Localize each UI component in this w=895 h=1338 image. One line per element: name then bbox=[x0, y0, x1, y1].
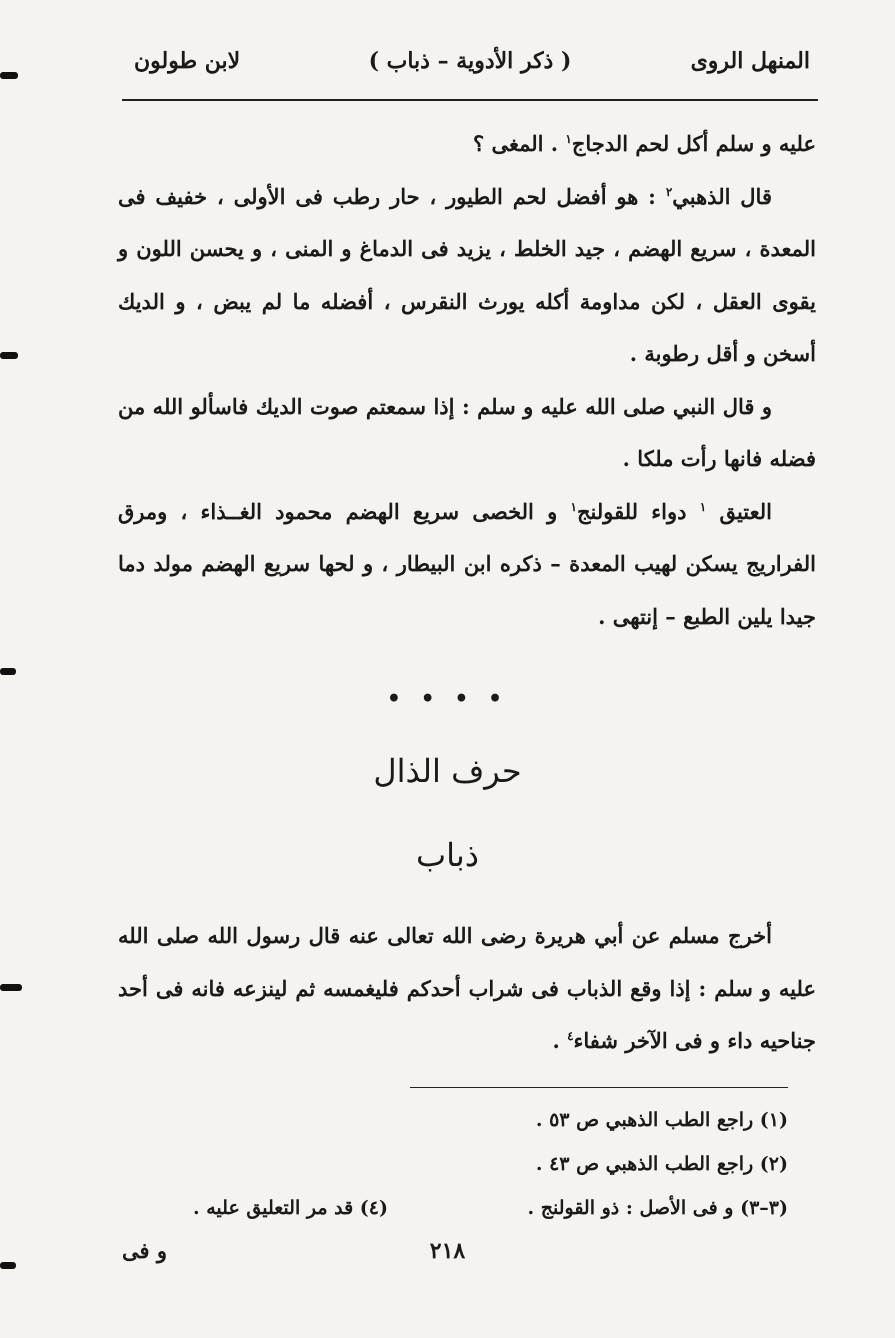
paragraph-1: عليه و سلم أكل لحم الدجاج$^١$ . المغى ؟ bbox=[472, 131, 816, 156]
body-text bbox=[118, 118, 816, 643]
footnote-4: (٤) قد مر التعليق عليه . bbox=[193, 1197, 388, 1219]
catchword: و فى bbox=[122, 1238, 167, 1263]
scan-margin-mark bbox=[0, 668, 16, 675]
footnote-line bbox=[120, 1098, 788, 1142]
footnote-line bbox=[120, 1186, 788, 1230]
page-number: ٢١٨ bbox=[429, 1238, 466, 1264]
section-title: حرف الذال bbox=[373, 752, 522, 790]
scan-margin-mark bbox=[0, 72, 18, 79]
paragraph-4: العتيق $^١$ دواء للقولنج$^١$ و الخصى سريع الهضم محمود الغــذاء ، ومرق الفراريج يسكن لهيب المعدة – ذكره ابن البيطار ، و لحها سريع الهضم مولد دما جيدا يلين الطبع – إنتهى . bbox=[118, 498, 816, 629]
footnote-ref: ١ bbox=[699, 499, 707, 514]
entry-title: ذباب bbox=[415, 836, 480, 874]
paragraph-2: قال الذهبي$^٢$ : هو أفضل لحم الطيور ، حار رطب فى الأولى ، خفيف فى المعدة ، سريع الهضم ، جيد الخلط ، يزيد فى الدماغ و المنى ، و يحسن اللون و يقوى العقل ، لكن مداومة أكله يورث النقرس ، أفضله ما لم يبض ، و الديك أسخن و أقل رطوبة . bbox=[118, 183, 816, 366]
scan-margin-mark bbox=[0, 984, 22, 991]
footnote-line bbox=[120, 1142, 788, 1186]
scan-margin-mark bbox=[0, 352, 18, 359]
entry-body bbox=[118, 910, 816, 1068]
footnote-1: (١) راجع الطب الذهبي ص ٥٣ . bbox=[535, 1109, 788, 1131]
footnote-ref: ١ bbox=[565, 132, 572, 146]
header-author: لابن طولون bbox=[134, 48, 241, 74]
footnote-rule bbox=[410, 1087, 788, 1088]
running-header bbox=[122, 40, 818, 96]
footnote-ref: ١ bbox=[570, 499, 577, 514]
footnotes bbox=[120, 1098, 788, 1230]
header-rule bbox=[122, 99, 818, 101]
footnote-ref: ٢ bbox=[665, 184, 673, 199]
entry-paragraph: أخرج مسلم عن أبي هريرة رضى الله تعالى عنه قال رسول الله صلى الله عليه و سلم : إذا وقع الذباب فى شراب أحدكم فليغمسه ثم لينزعه فانه فى أحد جناحيه داء و فى الآخر شفاء$^٤$ . bbox=[118, 923, 816, 1053]
footnote-3: (٣–٣) و فى الأصل : ذو القولنج . bbox=[527, 1197, 788, 1219]
header-book-title: المنهل الروى bbox=[690, 48, 810, 74]
footnote-2: (٢) راجع الطب الذهبي ص ٤٣ . bbox=[535, 1153, 788, 1175]
section-separator: • • • • bbox=[386, 686, 509, 712]
header-section: ( ذكر الأدوية – ذباب ) bbox=[368, 48, 572, 74]
footnote-ref: ٤ bbox=[567, 1029, 574, 1043]
paragraph-3: و قال النبي صلى الله عليه و سلم : إذا سمعتم صوت الديك فاسألو الله من فضله فانها رأت ملكا . bbox=[118, 393, 816, 471]
